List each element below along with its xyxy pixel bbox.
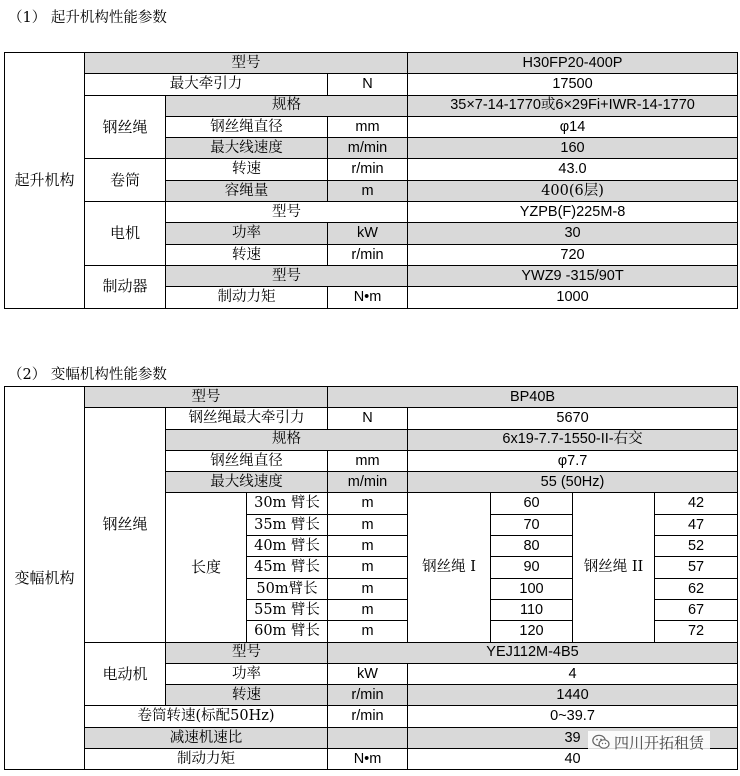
- rope-speed-label: 最大线速度: [166, 138, 328, 159]
- rope-2-length: 52: [655, 536, 738, 557]
- rope-diameter-label: 钢丝绳直径: [166, 116, 328, 137]
- rope-speed-label: 最大线速度: [166, 472, 328, 493]
- rope-diameter-unit: mm: [328, 116, 408, 137]
- reducer-ratio-value: 39: [408, 727, 738, 748]
- table-row: [5, 387, 738, 408]
- max-pull-unit: N: [328, 74, 408, 95]
- motor-power-value: 4: [408, 663, 738, 684]
- model-label: 型号: [85, 53, 408, 74]
- arm-length-unit: m: [328, 621, 408, 642]
- hoist-group-label: 起升机构: [5, 53, 85, 309]
- motor-model-label: 型号: [166, 202, 408, 223]
- motor-rpm-unit: r/min: [328, 685, 408, 706]
- motor-model-value: YZPB(F)225M-8: [408, 202, 738, 223]
- motor-model-value: YEJ112M-4B5: [328, 642, 738, 663]
- brake-torque-value: 1000: [408, 287, 738, 308]
- rope-2-length: 57: [655, 557, 738, 578]
- arm-length-unit: m: [328, 514, 408, 535]
- drum-rpm-label: 转速: [166, 159, 328, 180]
- table-row: [5, 642, 738, 663]
- table-row: [5, 706, 738, 727]
- rope-diameter-value: φ14: [408, 116, 738, 137]
- watermark: [588, 731, 710, 753]
- rope-spec-value: 35×7-14-1770或6×29Fi+IWR-14-1770: [408, 95, 738, 116]
- brake-model-label: 型号: [166, 265, 408, 286]
- rope-1-length: 110: [491, 599, 573, 620]
- reducer-ratio-unit: [328, 727, 408, 748]
- arm-length-unit: m: [328, 536, 408, 557]
- motor-power-label: 功率: [166, 663, 328, 684]
- brake-torque-unit: N•m: [328, 287, 408, 308]
- motor-rpm-unit: r/min: [328, 244, 408, 265]
- arm-length-label: 55m 臂长: [247, 599, 328, 620]
- rope-speed-unit: m/min: [328, 138, 408, 159]
- model-label: 型号: [85, 387, 328, 408]
- motor-label: 电机: [85, 202, 166, 266]
- rope-diameter-unit: mm: [328, 450, 408, 471]
- rope-1-length: 120: [491, 621, 573, 642]
- rope-diameter-label: 钢丝绳直径: [166, 450, 328, 471]
- rope-2-length: 42: [655, 493, 738, 514]
- arm-length-unit: m: [328, 493, 408, 514]
- motor-power-value: 30: [408, 223, 738, 244]
- model-value: H30FP20-400P: [408, 53, 738, 74]
- rope-1-length: 90: [491, 557, 573, 578]
- table-row: [5, 95, 738, 116]
- drum-rpm-value: 43.0: [408, 159, 738, 180]
- wechat-icon: [592, 734, 610, 750]
- rope-1-length: 80: [491, 536, 573, 557]
- max-pull-label: 最大牵引力: [85, 74, 328, 95]
- drum-rpm-unit: r/min: [328, 706, 408, 727]
- drum-capacity-unit: m: [328, 180, 408, 201]
- motor-rpm-value: 720: [408, 244, 738, 265]
- brake-torque-label: 制动力矩: [85, 749, 328, 770]
- rope-1-length: 100: [491, 578, 573, 599]
- brake-torque-unit: N•m: [328, 749, 408, 770]
- table-row: [5, 53, 738, 74]
- hoist-parameters-table: [4, 52, 738, 309]
- arm-length-label: 30m 臂长: [247, 493, 328, 514]
- rope-spec-label: 规格: [166, 429, 408, 450]
- drum-rpm-value: 0~39.7: [408, 706, 738, 727]
- brake-torque-value: 40: [408, 749, 738, 770]
- rope-2-length: 72: [655, 621, 738, 642]
- table-row: [5, 74, 738, 95]
- arm-length-label: 45m 臂长: [247, 557, 328, 578]
- drum-rpm-unit: r/min: [328, 159, 408, 180]
- rope-2-label: 钢丝绳 II: [573, 493, 655, 642]
- luffing-parameters-table: [4, 386, 738, 770]
- drum-label: 卷筒: [85, 159, 166, 202]
- rope-2-length: 67: [655, 599, 738, 620]
- arm-length-label: 60m 臂长: [247, 621, 328, 642]
- table-row: [5, 408, 738, 429]
- arm-length-label: 40m 臂长: [247, 536, 328, 557]
- rope-speed-unit: m/min: [328, 472, 408, 493]
- rope-2-length: 62: [655, 578, 738, 599]
- reducer-ratio-label: 减速机速比: [85, 727, 328, 748]
- rope-diameter-value: φ7.7: [408, 450, 738, 471]
- motor-rpm-label: 转速: [166, 685, 328, 706]
- motor-model-label: 型号: [166, 642, 328, 663]
- rope-spec-value: 6x19-7.7-1550-II-右交: [408, 429, 738, 450]
- luffing-group-label: 变幅机构: [5, 387, 85, 770]
- rope-speed-value: 160: [408, 138, 738, 159]
- rope-speed-value: 55 (50Hz): [408, 472, 738, 493]
- rope-2-length: 47: [655, 514, 738, 535]
- rope-max-pull-value: 5670: [408, 408, 738, 429]
- table-row: [5, 265, 738, 286]
- arm-length-unit: m: [328, 557, 408, 578]
- max-pull-value: 17500: [408, 74, 738, 95]
- rope-label: 钢丝绳: [85, 95, 166, 159]
- rope-length-label: 长度: [166, 493, 247, 642]
- rope-1-length: 60: [491, 493, 573, 514]
- arm-length-label: 35m 臂长: [247, 514, 328, 535]
- rope-max-pull-unit: N: [328, 408, 408, 429]
- drum-rpm-label: 卷筒转速(标配50Hz): [85, 706, 328, 727]
- arm-length-label: 50m臂长: [247, 578, 328, 599]
- brake-label: 制动器: [85, 265, 166, 308]
- motor-power-unit: kW: [328, 663, 408, 684]
- section-2-title: （2） 变幅机构性能参数: [8, 367, 167, 383]
- model-value: BP40B: [328, 387, 738, 408]
- rope-label: 钢丝绳: [85, 408, 166, 642]
- watermark-text: 四川开拓租赁: [614, 733, 705, 752]
- arm-length-unit: m: [328, 578, 408, 599]
- rope-1-label: 钢丝绳 I: [408, 493, 491, 642]
- motor-power-label: 功率: [166, 223, 328, 244]
- table-row: [5, 202, 738, 223]
- section-1-title: （1） 起升机构性能参数: [8, 10, 167, 26]
- table-row: [5, 159, 738, 180]
- rope-spec-label: 规格: [166, 95, 408, 116]
- rope-max-pull-label: 钢丝绳最大牵引力: [166, 408, 328, 429]
- rope-1-length: 70: [491, 514, 573, 535]
- motor-power-unit: kW: [328, 223, 408, 244]
- arm-length-unit: m: [328, 599, 408, 620]
- brake-model-value: YWZ9 -315/90T: [408, 265, 738, 286]
- motor-rpm-label: 转速: [166, 244, 328, 265]
- motor-label: 电动机: [85, 642, 166, 706]
- motor-rpm-value: 1440: [408, 685, 738, 706]
- brake-torque-label: 制动力矩: [166, 287, 328, 308]
- drum-capacity-value: 400(6层): [408, 180, 738, 201]
- drum-capacity-label: 容绳量: [166, 180, 328, 201]
